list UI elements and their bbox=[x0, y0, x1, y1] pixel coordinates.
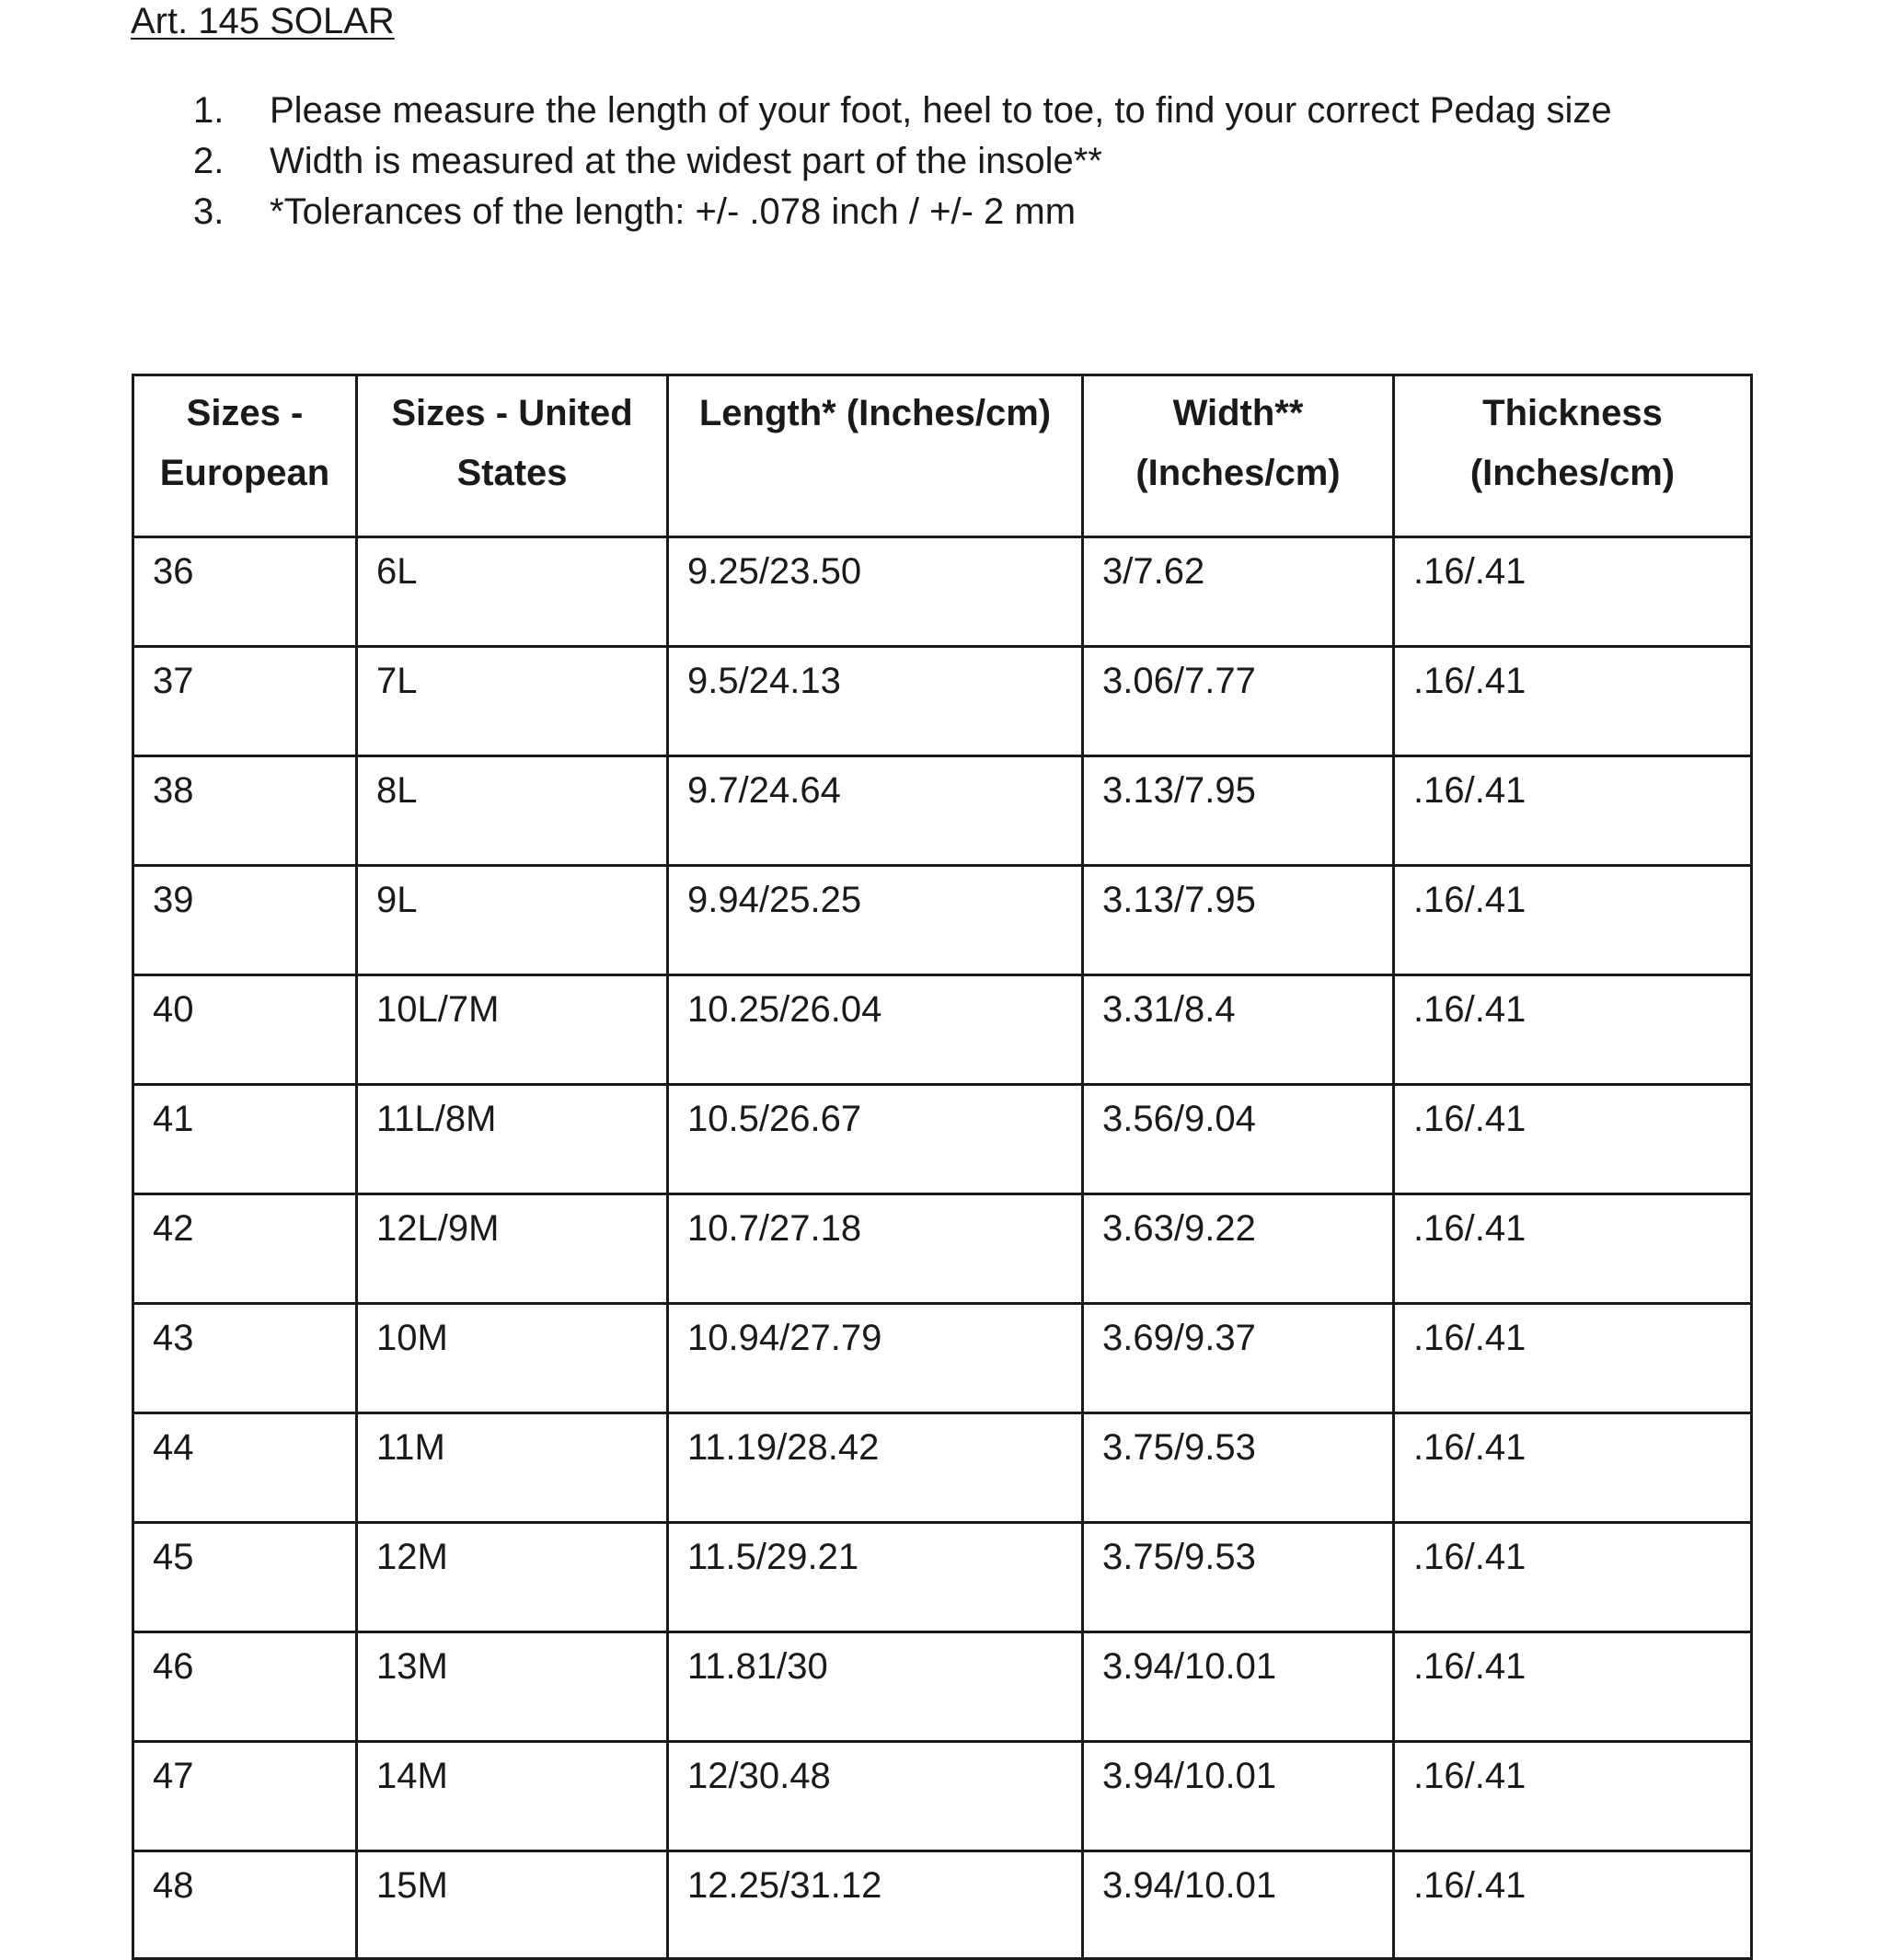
cell-european: 48 bbox=[133, 1851, 357, 1959]
cell-thickness: .16/.41 bbox=[1394, 1413, 1752, 1523]
cell-length: 9.5/24.13 bbox=[668, 647, 1083, 756]
cell-european: 44 bbox=[133, 1413, 357, 1523]
table-row bbox=[133, 1523, 1752, 1632]
instructions-list bbox=[193, 86, 1612, 237]
cell-us: 13M bbox=[357, 1632, 668, 1742]
cell-length: 11.19/28.42 bbox=[668, 1413, 1083, 1523]
cell-width: 3.13/7.95 bbox=[1083, 866, 1394, 975]
cell-width: 3.06/7.77 bbox=[1083, 647, 1394, 756]
cell-thickness: .16/.41 bbox=[1394, 1632, 1752, 1742]
cell-european: 45 bbox=[133, 1523, 357, 1632]
instruction-number: 1. bbox=[193, 90, 225, 131]
instruction-text: Please measure the length of your foot, heel to toe, to find your correct Pedag size bbox=[270, 90, 1612, 131]
cell-us: 10M bbox=[357, 1304, 668, 1413]
instruction-item bbox=[193, 86, 1612, 136]
header-line: Width** bbox=[1172, 393, 1304, 433]
cell-length: 9.94/25.25 bbox=[668, 866, 1083, 975]
header-line: (Inches/cm) bbox=[1135, 453, 1341, 493]
cell-length: 11.81/30 bbox=[668, 1632, 1083, 1742]
instruction-item bbox=[193, 136, 1612, 187]
cell-thickness: .16/.41 bbox=[1394, 866, 1752, 975]
cell-european: 36 bbox=[133, 537, 357, 647]
cell-us: 12L/9M bbox=[357, 1194, 668, 1304]
table-row bbox=[133, 1194, 1752, 1304]
column-header-thickness bbox=[1394, 375, 1752, 537]
header-line: Length* (Inches/cm) bbox=[698, 393, 1052, 433]
cell-length: 10.94/27.79 bbox=[668, 1304, 1083, 1413]
table-row bbox=[133, 1632, 1752, 1742]
instruction-text: Width is measured at the widest part of the insole** bbox=[270, 141, 1102, 181]
cell-thickness: .16/.41 bbox=[1394, 756, 1752, 866]
cell-european: 37 bbox=[133, 647, 357, 756]
cell-length: 12/30.48 bbox=[668, 1742, 1083, 1851]
cell-length: 10.5/26.67 bbox=[668, 1085, 1083, 1194]
cell-width: 3.75/9.53 bbox=[1083, 1413, 1394, 1523]
cell-width: 3.56/9.04 bbox=[1083, 1085, 1394, 1194]
cell-width: 3.63/9.22 bbox=[1083, 1194, 1394, 1304]
cell-european: 42 bbox=[133, 1194, 357, 1304]
cell-us: 10L/7M bbox=[357, 975, 668, 1085]
column-header-us bbox=[357, 375, 668, 537]
cell-length: 10.25/26.04 bbox=[668, 975, 1083, 1085]
cell-us: 12M bbox=[357, 1523, 668, 1632]
cell-european: 46 bbox=[133, 1632, 357, 1742]
table-row bbox=[133, 1085, 1752, 1194]
cell-us: 11M bbox=[357, 1413, 668, 1523]
cell-thickness: .16/.41 bbox=[1394, 975, 1752, 1085]
cell-thickness: .16/.41 bbox=[1394, 537, 1752, 647]
header-line: States bbox=[456, 453, 568, 493]
cell-us: 11L/8M bbox=[357, 1085, 668, 1194]
table-row bbox=[133, 1851, 1752, 1959]
cell-us: 8L bbox=[357, 756, 668, 866]
instruction-number: 2. bbox=[193, 141, 225, 181]
header-line: Thickness bbox=[1482, 393, 1663, 433]
table-body bbox=[133, 537, 1752, 1959]
cell-length: 10.7/27.18 bbox=[668, 1194, 1083, 1304]
cell-thickness: .16/.41 bbox=[1394, 1194, 1752, 1304]
cell-width: 3.94/10.01 bbox=[1083, 1632, 1394, 1742]
cell-width: 3/7.62 bbox=[1083, 537, 1394, 647]
cell-length: 11.5/29.21 bbox=[668, 1523, 1083, 1632]
cell-european: 38 bbox=[133, 756, 357, 866]
table-row bbox=[133, 647, 1752, 756]
cell-european: 40 bbox=[133, 975, 357, 1085]
table-header-row bbox=[133, 375, 1752, 537]
cell-us: 7L bbox=[357, 647, 668, 756]
cell-us: 15M bbox=[357, 1851, 668, 1959]
table-row bbox=[133, 975, 1752, 1085]
cell-us: 14M bbox=[357, 1742, 668, 1851]
cell-length: 9.25/23.50 bbox=[668, 537, 1083, 647]
column-header-length bbox=[668, 375, 1083, 537]
table-row bbox=[133, 1304, 1752, 1413]
cell-european: 39 bbox=[133, 866, 357, 975]
column-header-european bbox=[133, 375, 357, 537]
page-title: Art. 145 SOLAR bbox=[131, 1, 395, 41]
header-line: Sizes - bbox=[186, 393, 304, 433]
cell-width: 3.94/10.01 bbox=[1083, 1742, 1394, 1851]
table-row bbox=[133, 756, 1752, 866]
cell-thickness: .16/.41 bbox=[1394, 1523, 1752, 1632]
header-line: (Inches/cm) bbox=[1469, 453, 1676, 493]
header-line: European bbox=[159, 453, 330, 493]
cell-length: 9.7/24.64 bbox=[668, 756, 1083, 866]
cell-width: 3.75/9.53 bbox=[1083, 1523, 1394, 1632]
header-line: Sizes - United bbox=[391, 393, 633, 433]
cell-width: 3.94/10.01 bbox=[1083, 1851, 1394, 1959]
cell-thickness: .16/.41 bbox=[1394, 1085, 1752, 1194]
cell-thickness: .16/.41 bbox=[1394, 647, 1752, 756]
column-header-width bbox=[1083, 375, 1394, 537]
instruction-text: *Tolerances of the length: +/- .078 inch / +/- 2 mm bbox=[270, 191, 1077, 232]
cell-width: 3.31/8.4 bbox=[1083, 975, 1394, 1085]
table-row bbox=[133, 1742, 1752, 1851]
instruction-number: 3. bbox=[193, 191, 225, 232]
size-chart-table bbox=[132, 374, 1753, 1960]
cell-width: 3.13/7.95 bbox=[1083, 756, 1394, 866]
table-row bbox=[133, 866, 1752, 975]
cell-european: 41 bbox=[133, 1085, 357, 1194]
cell-thickness: .16/.41 bbox=[1394, 1851, 1752, 1959]
cell-thickness: .16/.41 bbox=[1394, 1304, 1752, 1413]
instruction-item bbox=[193, 187, 1612, 237]
cell-width: 3.69/9.37 bbox=[1083, 1304, 1394, 1413]
table-row bbox=[133, 537, 1752, 647]
cell-us: 9L bbox=[357, 866, 668, 975]
cell-thickness: .16/.41 bbox=[1394, 1742, 1752, 1851]
cell-european: 43 bbox=[133, 1304, 357, 1413]
cell-length: 12.25/31.12 bbox=[668, 1851, 1083, 1959]
cell-european: 47 bbox=[133, 1742, 357, 1851]
table-row bbox=[133, 1413, 1752, 1523]
cell-us: 6L bbox=[357, 537, 668, 647]
